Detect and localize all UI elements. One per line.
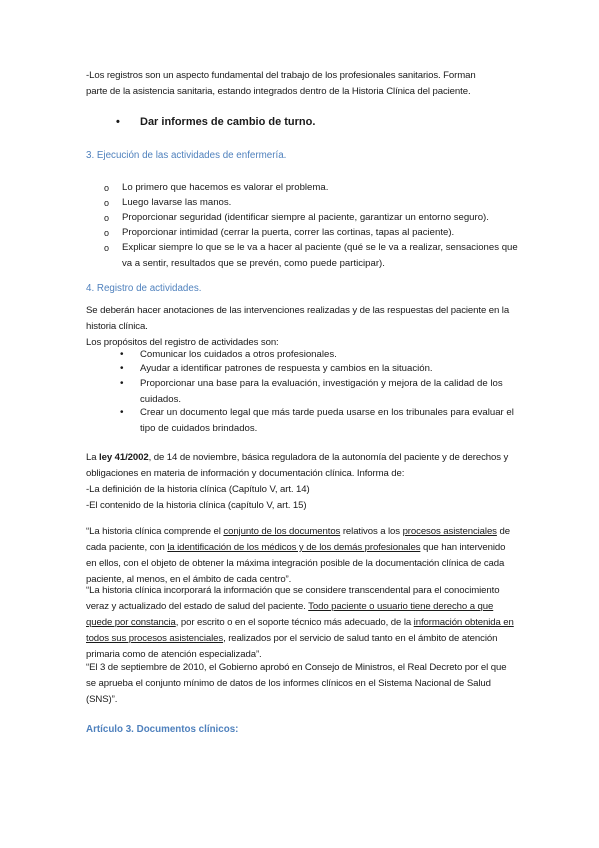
section-4-para-1: Se deberán hacer anotaciones de las intervenciones realizadas y de las respuestas del paciente en la historia clínica.: [86, 305, 510, 332]
list-marker: o: [104, 183, 110, 193]
list-item-text: Lo primero que hacemos es valorar el problema.: [122, 182, 329, 193]
quote-2-paragraph: [86, 583, 516, 663]
list-item-text: Crear un documento legal que más tarde pueda usarse en los tribunales para evaluar el tipo de cuidados brindados.: [140, 407, 514, 434]
bullet-marker: •: [116, 116, 120, 128]
quote-2-underlined: Todo paciente o usuario tiene derecho a que quede por constancia: [86, 601, 494, 628]
list-marker: o: [104, 243, 110, 253]
list-item-text: Luego lavarse las manos.: [122, 197, 232, 208]
quote-1-underlined: conjunto de los documentos: [223, 526, 341, 537]
list-item-text: Proporcionar seguridad (identificar siempre al paciente, garantizar un entorno seguro).: [122, 212, 489, 223]
list-item-text: Proporcionar una base para la evaluación, investigación y mejora de la calidad de los cuidados.: [140, 378, 503, 405]
quote-1-paragraph: [86, 524, 516, 588]
intro-paragraph: [86, 68, 516, 100]
list-item-text: Explicar siempre lo que se le va a hacer al paciente (qué se le va a realizar, sensaciones que va a sentir, resultados que se prevén, como puede participar).: [122, 242, 518, 269]
list-marker: •: [120, 407, 124, 418]
ley-prefix: La: [86, 452, 100, 463]
list-marker: •: [120, 378, 124, 389]
quote-1-underlined: procesos asistenciales: [402, 526, 497, 537]
list-item-text: Comunicar los cuidados a otros profesionales.: [140, 349, 337, 360]
quote-2-text: , por escrito o en el soporte técnico más adecuado, de la: [175, 617, 414, 628]
list-marker: o: [104, 198, 110, 208]
list-item-text: Ayudar a identificar patrones de respuesta y cambios en la situación.: [140, 363, 433, 374]
section-4-paragraph: [86, 303, 516, 351]
intro-line-2: parte de la asistencia sanitaria, estando integrados dentro de la Historia Clínica del paciente.: [86, 86, 471, 97]
intro-line-1: -Los registros son un aspecto fundamental del trabajo de los profesionales sanitarios. Forman: [86, 70, 476, 81]
ley-item-1: -La definición de la historia clínica (Capítulo V, art. 14): [86, 484, 310, 495]
list-marker: •: [120, 363, 124, 374]
quote-3-paragraph: “El 3 de septiembre de 2010, el Gobierno aprobó en Consejo de Ministros, el Real Decreto por el que se aprueba el conjunto mínimo de datos de los informes clínicos en el Sistema Nacional de Salud (SNS)”.: [86, 662, 507, 705]
quote-1-text: que han intervenido en ellos, con el objeto de obtener la máxima integración posible de la documentación clínica de cada paciente, al menos, en el ámbito de cada centro”.: [86, 542, 506, 585]
list-marker: o: [104, 213, 110, 223]
section-4-heading: 4. Registro de actividades.: [86, 283, 202, 294]
list-marker: o: [104, 228, 110, 238]
quote-2-underlined: información obtenida en todos sus procesos asistenciales: [86, 617, 514, 644]
quote-1-text: relativos a los: [340, 526, 403, 537]
list-item-text: Proporcionar intimidad (cerrar la puerta, correr las cortinas, tapas al paciente).: [122, 227, 455, 238]
quote-2-text: “La historia clínica incorporará la información que se considere transcendental para el conocimiento veraz y actualizado del estado de salud del paciente.: [86, 585, 500, 612]
quote-1-underlined: la identificación de los médicos y de los demás profesionales: [167, 542, 421, 553]
quote-1-text: “La historia clínica comprende el: [86, 526, 224, 537]
section-3-heading: 3. Ejecución de las actividades de enfermería.: [86, 150, 287, 161]
article-3-title: Artículo 3. Documentos clínicos:: [86, 724, 239, 735]
section-4-para-2: Los propósitos del registro de actividades son:: [86, 337, 279, 348]
quote-2-text: , realizados por el servicio de salud tanto en el ámbito de atención primaria como de atención especializada”.: [86, 633, 498, 660]
bold-bullet-text: Dar informes de cambio de turno.: [140, 116, 316, 128]
ley-text: , de 14 de noviembre, básica reguladora de la autonomía del paciente y de derechos y obligaciones en materia de información y documentación clínica. Informa de:: [86, 452, 509, 479]
ley-reference: ley 41/2002: [99, 452, 149, 463]
quote-1-text: de cada paciente, con: [86, 526, 510, 553]
ley-item-2: -El contenido de la historia clínica (capítulo V, art. 15): [86, 500, 307, 511]
list-marker: •: [120, 349, 124, 360]
ley-paragraph: [86, 450, 516, 514]
